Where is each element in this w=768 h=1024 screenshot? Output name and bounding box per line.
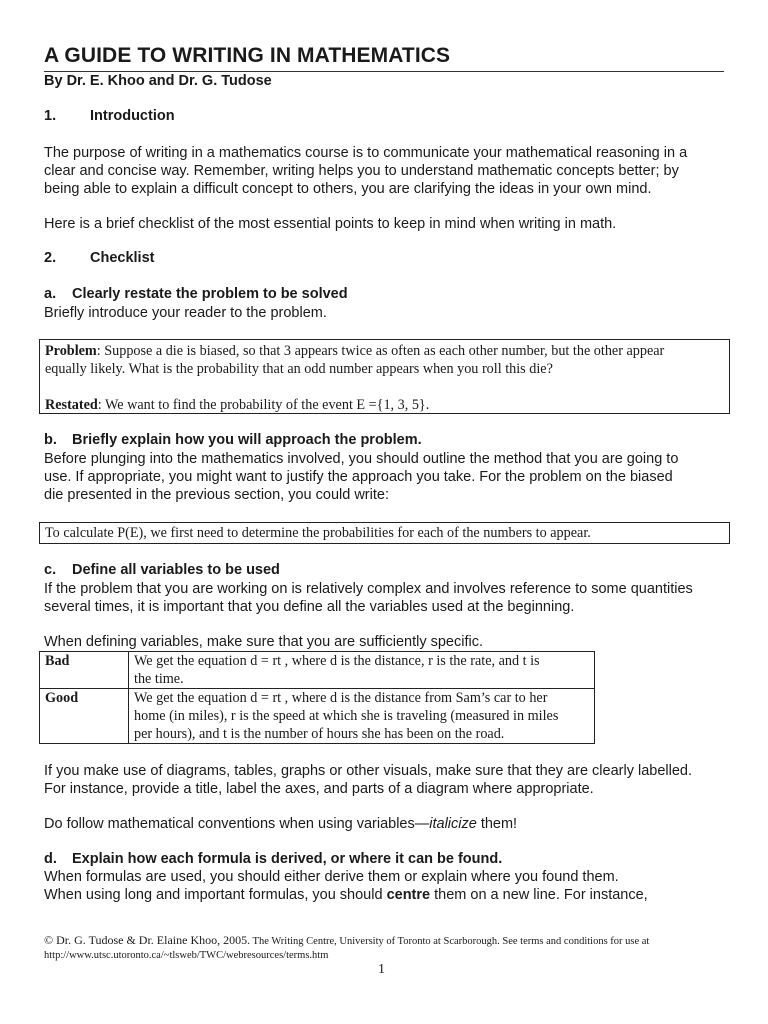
problem-box — [39, 339, 730, 414]
restated-label: Restated — [45, 397, 98, 413]
checklist-item-b-heading — [44, 432, 422, 448]
footer-text: The Writing Centre, University of Toronto at Scarborough. See terms and conditions for use at — [250, 936, 650, 947]
bold-text: centre — [386, 887, 431, 903]
restated-text: : We want to find the probability of the event E ={1, 3, 5}. — [97, 397, 430, 413]
text-line: clear and concise way. Remember, writing helps you to understand mathematic concepts better; by — [44, 163, 679, 179]
text-line — [44, 886, 734, 904]
text-line: several times, it is important that you define all the variables used at the beginning. — [44, 599, 575, 615]
text-span: them on a new line. For instance, — [430, 887, 648, 903]
section-label: Checklist — [90, 250, 155, 266]
variables-intro: When defining variables, make sure that you are sufficiently specific. — [44, 634, 483, 650]
good-example — [129, 689, 595, 744]
text-line: The purpose of writing in a mathematics course is to communicate your mathematical reasoning in a — [44, 145, 688, 161]
item-heading: Define all variables to be used — [72, 562, 280, 578]
title-rule — [44, 71, 724, 72]
text-line: When formulas are used, you should either derive them or explain where you found them. — [44, 869, 619, 885]
text-span: them! — [476, 816, 518, 832]
checklist-item-c-heading — [44, 562, 280, 578]
problem-text: : Suppose a die is biased, so that 3 appears twice as often as each other number, but the other appear — [96, 343, 665, 359]
item-letter: a. — [44, 286, 57, 302]
text-line: Before plunging into the mathematics involved, you should outline the method that you are going to — [44, 451, 679, 467]
text-span: When using long and important formulas, you should — [44, 887, 387, 903]
checklist-item-d-heading — [44, 851, 502, 867]
checklist-item-d-text — [44, 868, 734, 904]
text-line: We get the equation d = rt , where d is the distance, r is the rate, and t is — [134, 653, 540, 669]
bad-label: Bad — [40, 652, 129, 689]
problem-line — [45, 342, 724, 360]
checklist-item-a-heading — [44, 286, 348, 302]
checklist-item-b-text — [44, 450, 734, 504]
text-line: If the problem that you are working on is relatively complex and involves reference to some quantities — [44, 581, 693, 597]
visuals-paragraph — [44, 762, 734, 798]
good-label: Good — [40, 689, 129, 744]
section-2-heading — [44, 250, 154, 266]
text-line: being able to explain a difficult concept to others, you are clarifying the ideas in your own mind. — [44, 181, 652, 197]
italic-text: italicize — [429, 816, 477, 832]
item-heading: Briefly explain how you will approach the problem. — [72, 432, 422, 448]
intro-paragraph — [44, 144, 734, 198]
text-line: per hours), and t is the number of hours she has been on the road. — [134, 726, 505, 742]
footer — [44, 933, 744, 963]
item-heading: Explain how each formula is derived, or where it can be found. — [72, 851, 503, 867]
intro-paragraph-2: Here is a brief checklist of the most essential points to keep in mind when writing in math. — [44, 216, 617, 232]
document-title: A GUIDE TO WRITING IN MATHEMATICS — [44, 44, 451, 67]
variables-table — [39, 651, 595, 744]
copyright: © Dr. G. Tudose & Dr. Elaine Khoo, 2005. — [44, 933, 251, 947]
bad-example — [129, 652, 595, 689]
conventions-line — [44, 815, 734, 833]
text-span: Do follow mathematical conventions when using variables— — [44, 816, 430, 832]
section-1-heading — [44, 108, 175, 124]
problem-label: Problem — [45, 343, 97, 359]
text-line: the time. — [134, 671, 184, 687]
byline: By Dr. E. Khoo and Dr. G. Tudose — [44, 73, 272, 89]
text-line: die presented in the previous section, you could write: — [44, 487, 389, 503]
text-line: use. If appropriate, you might want to justify the approach you take. For the problem on the biased — [44, 469, 673, 485]
restated-line — [45, 396, 724, 414]
text-line: home (in miles), r is the speed at which she is traveling (measured in miles — [134, 708, 559, 724]
text-line: If you make use of diagrams, tables, graphs or other visuals, make sure that they are clearly labelled. — [44, 763, 692, 779]
section-number: 2. — [44, 250, 57, 266]
checklist-item-c-text — [44, 580, 734, 616]
problem-text: equally likely. What is the probability that an odd number appears when you roll this die? — [45, 361, 553, 377]
section-label: Introduction — [90, 108, 175, 124]
footer-line — [44, 933, 744, 949]
item-letter: b. — [44, 432, 57, 448]
section-number: 1. — [44, 108, 57, 124]
text-line: We get the equation d = rt , where d is the distance from Sam’s car to her — [134, 690, 548, 706]
item-heading: Clearly restate the problem to be solved — [72, 286, 348, 302]
text-line: For instance, provide a title, label the axes, and parts of a diagram where appropriate. — [44, 781, 594, 797]
item-letter: d. — [44, 851, 57, 867]
item-letter: c. — [44, 562, 57, 578]
page-number: 1 — [378, 962, 385, 977]
checklist-item-a-text: Briefly introduce your reader to the problem. — [44, 305, 327, 321]
table-row — [40, 652, 595, 689]
terms-url: http://www.utsc.utoronto.ca/~tlsweb/TWC/webresources/terms.htm — [44, 950, 329, 961]
approach-box: To calculate P(E), we first need to determine the probabilities for each of the numbers to appear. — [39, 522, 730, 544]
table-row — [40, 689, 595, 744]
